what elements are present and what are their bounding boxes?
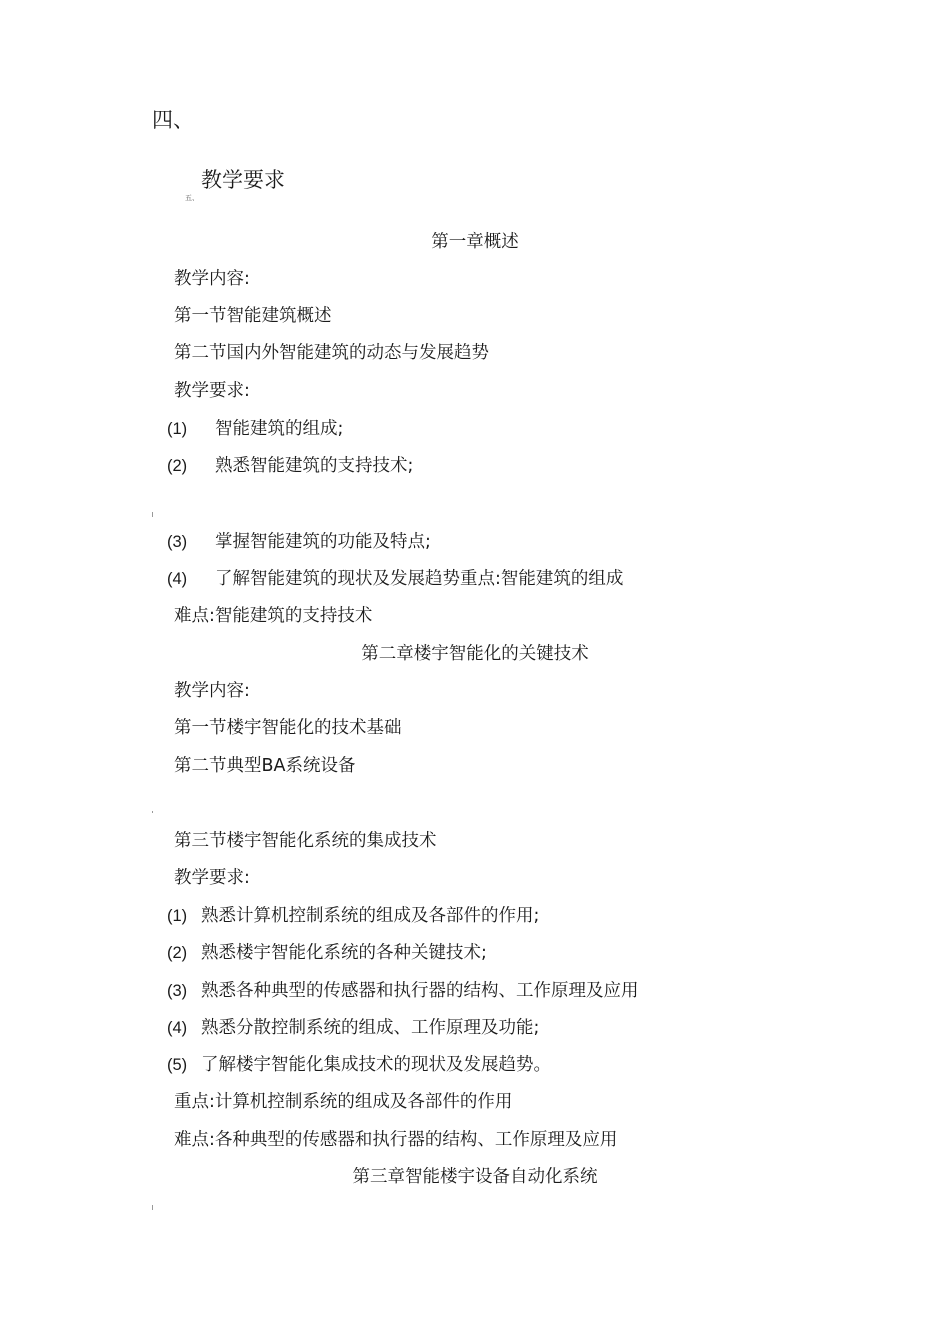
ch1-item-3-text: 掌握智能建筑的功能及特点; bbox=[215, 532, 431, 552]
teaching-requirements-heading: 教学要求 bbox=[201, 168, 285, 192]
ch2-item-5-text: 了解楼宇智能化集成技术的现状及发展趋势。 bbox=[201, 1055, 551, 1075]
ch1-item-4-number: (4) bbox=[167, 570, 188, 588]
chapter-2-title: 第二章楼宇智能化的关键技术 bbox=[361, 644, 589, 664]
page-break-mark bbox=[152, 1205, 155, 1210]
chapter-1-title: 第一章概述 bbox=[431, 232, 519, 252]
ch1-section-1: 第一节智能建筑概述 bbox=[174, 306, 332, 326]
ch2-item-4-number: (4) bbox=[167, 1019, 188, 1037]
ch1-content-label: 教学内容: bbox=[174, 269, 250, 289]
ch2-content-label: 教学内容: bbox=[174, 681, 250, 701]
ch2-section-2: 第二节典型BA系统设备 bbox=[174, 756, 356, 776]
ch1-requirements-label: 教学要求: bbox=[174, 381, 250, 401]
ch1-difficulty: 难点:智能建筑的支持技术 bbox=[174, 606, 373, 626]
page-break-mark bbox=[152, 512, 155, 517]
ch2-item-1-number: (1) bbox=[167, 907, 188, 925]
ch2-item-4-text: 熟悉分散控制系统的组成、工作原理及功能; bbox=[201, 1018, 540, 1038]
ch2-item-5-number: (5) bbox=[167, 1056, 188, 1074]
ch1-item-3-number: (3) bbox=[167, 533, 188, 551]
ch1-item-1-number: (1) bbox=[167, 420, 188, 438]
section-four-heading: 四、 bbox=[152, 108, 194, 132]
ch2-item-2-text: 熟悉楼宇智能化系统的各种关键技术; bbox=[201, 943, 487, 963]
ch1-item-4-text: 了解智能建筑的现状及发展趋势重点:智能建筑的组成 bbox=[215, 569, 624, 589]
ch2-item-3-text: 熟悉各种典型的传感器和执行器的结构、工作原理及应用 bbox=[201, 981, 639, 1001]
section-five-marker: 五、 bbox=[185, 194, 199, 202]
page-break-mark bbox=[152, 811, 155, 813]
ch1-item-1-text: 智能建筑的组成; bbox=[215, 419, 344, 439]
ch1-item-2-number: (2) bbox=[167, 457, 188, 475]
ch2-key-point: 重点:计算机控制系统的组成及各部件的作用 bbox=[174, 1092, 513, 1112]
chapter-3-title: 第三章智能楼宇设备自动化系统 bbox=[352, 1167, 598, 1187]
ch1-section-2: 第二节国内外智能建筑的动态与发展趋势 bbox=[174, 343, 489, 363]
ch1-item-2-text: 熟悉智能建筑的支持技术; bbox=[215, 456, 414, 476]
ch2-item-2-number: (2) bbox=[167, 944, 188, 962]
ch2-requirements-label: 教学要求: bbox=[174, 868, 250, 888]
ch2-difficulty: 难点:各种典型的传感器和执行器的结构、工作原理及应用 bbox=[174, 1130, 618, 1150]
ch2-section-3: 第三节楼宇智能化系统的集成技术 bbox=[174, 831, 437, 851]
ch2-section-1: 第一节楼宇智能化的技术基础 bbox=[174, 718, 402, 738]
ch2-item-3-number: (3) bbox=[167, 982, 188, 1000]
ch2-item-1-text: 熟悉计算机控制系统的组成及各部件的作用; bbox=[201, 906, 540, 926]
